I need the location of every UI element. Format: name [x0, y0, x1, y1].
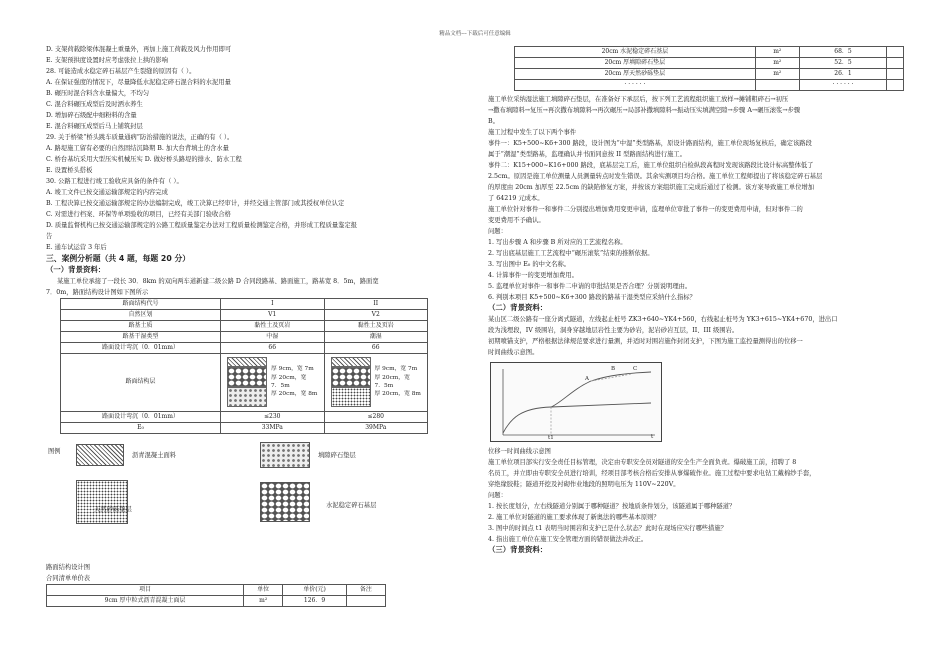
text-line: A. 路堤施工留有必要的自然固结沉降期 B. 加大台背填土的含水量	[46, 145, 229, 153]
table-row	[515, 69, 904, 80]
paragraph-line: 时间曲线示意图。	[488, 349, 539, 357]
paragraph-line: 变更费用不予确认。	[488, 217, 545, 225]
paragraph-line: 初期喷锚支护，严格根据法律规范要求进行量测，并适时对围岩施作封闭支护，下图为施工监控量测得出的位移一	[488, 338, 803, 346]
price-table-caption: 合同清单单价表	[46, 574, 91, 582]
paragraph-line: 了 64219 元成本。	[488, 195, 544, 203]
table-cell	[887, 58, 904, 69]
asphalt-layer-icon	[331, 357, 371, 367]
table-row	[515, 80, 904, 91]
table-cell: m²	[244, 595, 283, 606]
table-cell: 68．5	[799, 47, 886, 58]
layer-spec: 厚 20cm，宽	[374, 374, 410, 381]
case-one-questions	[488, 237, 900, 303]
legend	[46, 440, 444, 556]
text-line: 28. 可能造成水稳定碎石基层产生裂缝的原因有（ ）。	[46, 68, 196, 76]
table-row	[61, 342, 428, 353]
legend-item-gravel: 天然砂砾垫层	[94, 505, 132, 513]
column-header: 单位	[244, 584, 283, 595]
table-cell: 20cm 厚天然砂砾垫层	[515, 69, 756, 80]
asphalt-layer-icon	[227, 357, 267, 367]
column-header: 项目	[47, 584, 244, 595]
table-cell: II	[324, 298, 428, 309]
text-line: A. 竣工文件已按交通运输部规定的内容完成	[46, 189, 168, 197]
text-line: E. 混合料碾压成型后马上铺筑封层	[46, 123, 143, 131]
case-two-paragraphs	[488, 314, 900, 358]
text-line: 29. 关于桥梁“桥头跳车质量通病”防治措施的说法，正确的有（ ）。	[46, 134, 234, 142]
paragraph-line: 施工过程中发生了以下两个事件	[488, 129, 577, 137]
text-line: E. 支架预拱度设置时应考虑张拉上拱的影响	[46, 57, 168, 65]
table-cell: I	[221, 298, 325, 309]
table-cell: m²	[755, 58, 799, 69]
text-line: E. 通车试运营 3 年后	[46, 244, 107, 252]
table-cell: m²	[755, 69, 799, 80]
layer-spec: 厚 9cm，宽 7m	[374, 366, 418, 373]
table-row	[61, 411, 428, 422]
paragraph-line: 施工单位针对事件一和事件二分别提出增加费用变更申请，监理单位审批了事件一的变更费用申请，但对事件二的	[488, 206, 803, 214]
paragraph-line: B。	[488, 118, 499, 126]
layer-spec: 厚 20cm，宽	[271, 374, 307, 381]
table-cell	[887, 47, 904, 58]
macadam-cushion-layer-icon	[227, 387, 267, 407]
paragraph-line: 某山区二级公路有一座分离式隧道，左线起止桩号 ZK3+640~YK4+560，右线起止桩号为 YK3+615~YK4+670，进出口	[488, 316, 838, 324]
table-cell: 黏性土及页岩	[324, 320, 428, 331]
paragraph-line: 2.5cm。原因是施工单位测量人员测量转点时发生错误。其余实测项目均合格。施工单位工程师提出了将该稳定碎石基层	[488, 173, 823, 181]
text-line: A. 在保证强度的情况下，尽量降低水泥稳定碎石混合料的水泥用量	[46, 79, 231, 87]
figure-caption: 路面结构设计图	[46, 563, 91, 571]
cement-base-layer-icon	[331, 367, 371, 387]
table-cell: 潮湿	[324, 331, 428, 342]
paragraph-line: 事件一：K5+500~K6+300 路段，设计图为“中湿”类型路基，原设计路面结构，施工单位现场复核后，确定该路段	[488, 140, 812, 148]
struct-ii-cell	[324, 353, 428, 411]
question-item: 2. 写出底基层施工工艺流程中“碾压滚浆”结束的推断依据。	[488, 250, 654, 258]
question-block-27-30	[46, 44, 444, 253]
price-table	[46, 584, 386, 607]
question-item: 3. 写出图中 E₀ 的中文名称。	[488, 261, 571, 269]
column-header: 备注	[346, 584, 385, 595]
table-cell: 黏性土及页岩	[221, 320, 325, 331]
table-cell: 52．5	[799, 58, 886, 69]
displacement-curve-svg	[491, 363, 663, 443]
table-cell: 66	[324, 342, 428, 353]
table-cell: 26．1	[799, 69, 886, 80]
struct-ii-text	[375, 365, 421, 399]
table-cell: 路面设计弯沉（0．01mm）	[61, 411, 221, 422]
question-item: 6. 判别本项目 K5+500~K6+300 路段的路基干湿类型应采纳什么指标？	[488, 294, 696, 302]
background-heading-2: （二）背景资料：	[488, 303, 548, 313]
curve-b	[551, 372, 651, 407]
table-row	[515, 58, 904, 69]
table-row	[61, 331, 428, 342]
page-header: 精品文档---下载后可任意编辑	[439, 31, 511, 37]
case-two-paragraphs-2	[488, 457, 900, 490]
curve-label-a: A	[585, 376, 589, 383]
table-row	[515, 47, 904, 58]
paragraph-line: 段为浅埋段，IV 级围岩，洞身穿越地层岩性主要为砂岩，泥岩砂岩互层，II、III 级围岩。	[488, 327, 739, 335]
table-cell	[346, 595, 385, 606]
legend-item-macadam: 填隙碎石垫层	[318, 451, 356, 459]
table-cell: 9cm 厚中粒式沥青混凝土面层	[47, 595, 244, 606]
chart-caption: 位移一时间曲线示意图	[488, 448, 551, 456]
table-cell: V2	[324, 309, 428, 320]
section-title: 三、案例分析题（共 4 题，每题 20 分）	[46, 254, 191, 264]
legend-item-cement: 水泥稳定碎石基层	[326, 501, 377, 509]
paragraph-line: 穿绝缘胶鞋；隧道开挖及衬砌作业地段的照明电压为 110V~220V。	[488, 481, 680, 489]
table-row	[61, 422, 428, 433]
question-item: 3. 图中的时间点 t1 表明当时围岩和支护已是什么状态？此时在现场应实行哪些措施？	[488, 525, 727, 533]
paragraph-line: 名员工，并立即由专职安全员进行培训，经项目部考核合格后安排从事爆破作业。施工过程中要求电钻工戴棉纱手套，	[488, 470, 816, 478]
table-cell: 66	[221, 342, 325, 353]
table-cell: V1	[221, 309, 325, 320]
text-line: C. 对需进行档案、环保等单项验收的项目，已经有关部门验收合格	[46, 211, 231, 219]
question-item: 4. 指出施工单位在施工安全管理方面的错误做法并改正。	[488, 536, 648, 544]
pavement-design-table	[60, 298, 428, 434]
table-cell: E₀	[61, 422, 221, 433]
paragraph-line: 施工单位项目部实行安全责任目标管理，决定由专职安全员对隧道的安全生产全面负责。爆破施工前，招聘了 8	[488, 459, 797, 467]
text-line: D. 增加碎石级配中细粉料的含量	[46, 112, 137, 120]
table-row	[47, 595, 386, 606]
intro-line-1: 某施工单位承接了一段长 30．8km 的双向两车道新建二级公路 D 合同段路基、路面施工，路基宽 8．5m，路面宽	[57, 277, 379, 285]
price-table-continued	[514, 46, 904, 91]
text-line: D. 质量监督机构已按交通运输部规定的公路工程质量鉴定办法对工程质量检测鉴定合格，并形成工程质量鉴定报	[46, 222, 358, 230]
intro-line-2: 7．0m，路面结构设计图如下图所示	[46, 288, 149, 296]
text-line: B. 碾压时混合料含水量偏大，不均匀	[46, 90, 150, 98]
column-header: 单价(元)	[283, 584, 347, 595]
table-cell	[755, 80, 799, 91]
question-item: 1. 写出步骤 A 和步骤 B 所对应的工艺流程名称。	[488, 239, 627, 247]
background-heading-1: （一）背景资料：	[46, 264, 106, 274]
layer-spec: 厚 20cm，宽 8m	[271, 391, 318, 398]
text-line: C. 混合料碾压成型后及时洒水养生	[46, 101, 143, 109]
layer-spec: 7．5m	[374, 383, 394, 390]
text-line: 告	[46, 233, 53, 241]
questions-heading-2: 问题：	[488, 492, 507, 500]
table-cell: 路面结构代号	[61, 298, 221, 309]
table-cell: 自然区划	[61, 309, 221, 320]
displacement-time-chart	[490, 362, 662, 442]
struct-i-text	[271, 365, 317, 399]
table-header-row	[47, 584, 386, 595]
asphalt-swatch-icon	[76, 444, 124, 466]
text-line: 30. 公路工程进行竣工验收应具备的条件有（ ）。	[46, 178, 183, 186]
structure-ii-image	[331, 357, 371, 407]
table-cell: m²	[755, 47, 799, 58]
table-cell: 20cm 厚填隙碎石垫层	[515, 58, 756, 69]
curve-label-c: C	[633, 366, 638, 373]
table-cell: ≤280	[324, 411, 428, 422]
paragraph-line: 的厚度由 20cm 加厚至 22.5cm 的缺陷修复方案，并按该方案组织施工完成后通过了检测。该方案导致施工单位增加	[488, 184, 815, 192]
t1-label: t1	[548, 435, 554, 442]
gravel-cushion-layer-icon	[331, 387, 371, 407]
curve-c	[591, 374, 631, 381]
left-column	[46, 44, 444, 607]
right-column	[488, 46, 900, 556]
question-item: 1. 按长度划分，左右线隧道分别属于哪种隧道？按地质条件划分，该隧道属于哪种隧道？	[488, 503, 736, 511]
table-cell	[887, 69, 904, 80]
table-cell: 126．9	[283, 595, 347, 606]
table-row	[61, 353, 428, 411]
layer-spec: 厚 9cm，宽 7m	[271, 366, 314, 373]
text-line: C. 桥台基坑采用大型压实机械压实 D. 做好桥头路堤的排水、防水工程	[46, 156, 242, 164]
background-heading-3: （三）背景资料：	[488, 545, 548, 555]
table-cell: 路面设计弯沉（0．01mm）	[61, 342, 221, 353]
paragraph-line: 事件二：K15+000~K16+000 路段，底基层完工后，施工单位组织自检纵段高程时发现该路段比设计标高整体低了	[488, 162, 814, 170]
table-row	[61, 309, 428, 320]
layer-spec: 7．5m	[271, 383, 290, 390]
struct-label: 路面结构层	[61, 353, 221, 411]
structure-i-image	[227, 357, 267, 407]
legend-title: 图例	[48, 447, 61, 455]
text-line: B. 工程决算已按交通运输部规定的办法编制完成，竣工决算已经审计，并经交通主管部门或其授权单位认定	[46, 200, 345, 208]
table-cell: 路基干湿类型	[61, 331, 221, 342]
table-cell: 39MPa	[324, 422, 428, 433]
legend-item-asphalt: 沥青混凝土面料	[132, 451, 177, 459]
layer-spec: 厚 20cm，宽 8m	[374, 391, 421, 398]
table-cell: 中湿	[221, 331, 325, 342]
table-cell: · · · · · ·	[799, 80, 886, 91]
question-item: 2. 施工单位对隧道的施工要求体现了新奥法的哪些基本原则？	[488, 514, 660, 522]
curve-a	[503, 403, 651, 433]
table-cell	[887, 80, 904, 91]
table-cell: 33MPa	[221, 422, 325, 433]
question-item: 5. 监理单位对事件一和事件二申请的审批结果是否合理？分别说明理由。	[488, 283, 692, 291]
table-row	[61, 298, 428, 309]
table-cell: · · · · · ·	[515, 80, 756, 91]
paragraph-line: →撒布填隙料→复压→再次撒布填隙料→再次碾压→局部补撒填隙料→振动压实填满空隙→步骤 A→碾压滚浆→步骤	[488, 107, 801, 115]
table-cell: 20cm 水泥稳定碎石基层	[515, 47, 756, 58]
cement-swatch-icon	[260, 482, 310, 522]
text-line: D. 支架荷载除梁体混凝土重量外，再加上施工荷载及风力作用即可	[46, 46, 232, 53]
gravel-swatch-icon	[76, 480, 128, 524]
table-row	[61, 320, 428, 331]
curve-label-b: B	[611, 366, 616, 373]
macadam-swatch-icon	[260, 442, 310, 468]
questions-heading-1: 问题：	[488, 228, 507, 236]
struct-i-cell	[221, 353, 325, 411]
table-cell: 路基土质	[61, 320, 221, 331]
paragraph-line: 属于“潮湿”类型路基，监理确认并书面同意按 II 型路面结构进行施工。	[488, 151, 687, 159]
t-axis-label: t	[651, 434, 654, 441]
table-cell: ≤230	[221, 411, 325, 422]
cement-base-layer-icon	[227, 367, 267, 387]
paragraph-line: 施工单位采纳湿法施工填隙碎石垫层，在准备好下承层后，按下列工艺流程组织施工放样→摊铺粗碎石→初压	[488, 96, 789, 103]
text-line: E. 设置桥头搭板	[46, 167, 93, 175]
case-one-paragraphs	[488, 94, 900, 226]
question-item: 4. 计算事件一的变更增加费用。	[488, 272, 578, 280]
case-two-questions	[488, 501, 900, 545]
